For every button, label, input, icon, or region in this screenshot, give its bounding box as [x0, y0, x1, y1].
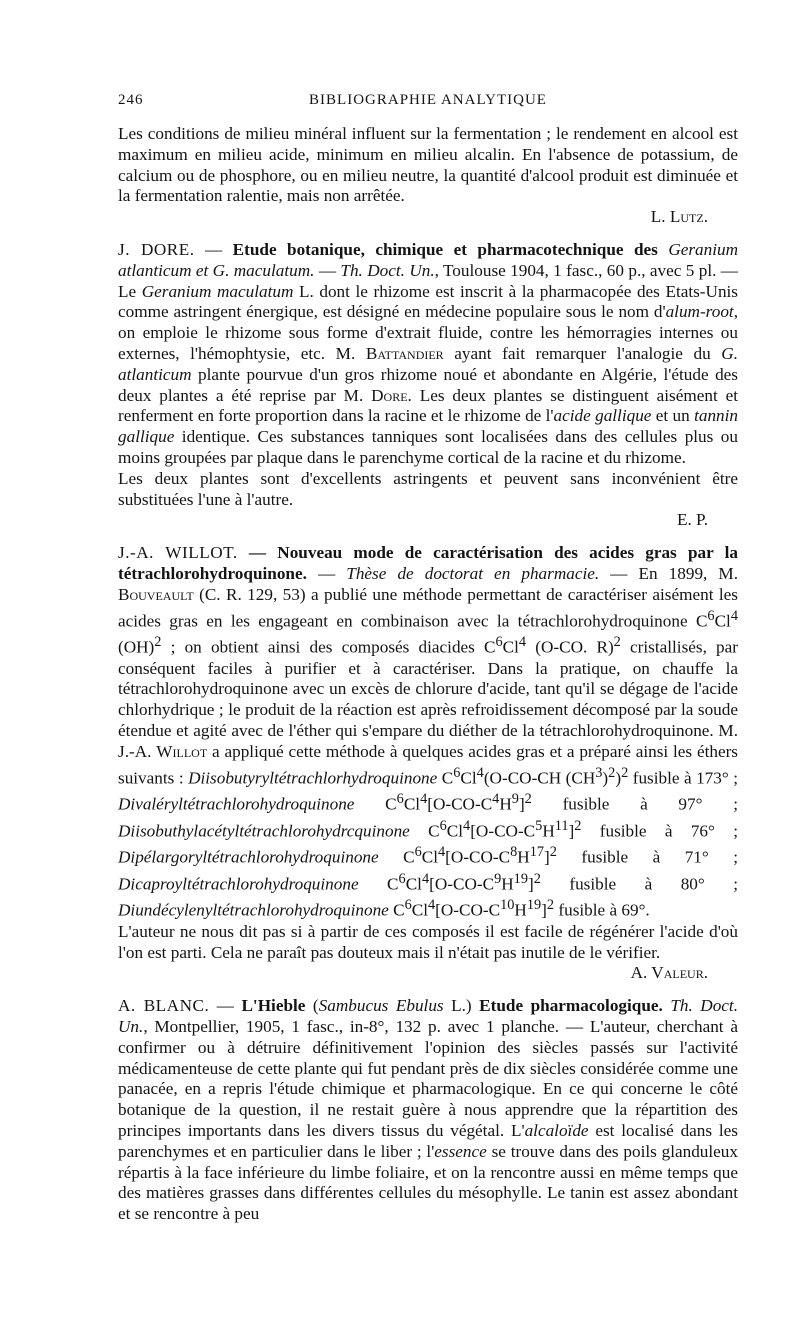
- formula-sup: 2: [546, 897, 555, 914]
- entry-blanc-title2: Etude pharmacologique.: [479, 996, 663, 1016]
- entry-willot-sup: 6: [707, 607, 715, 624]
- entry-willot-thesis: Thèse de doctorat en pharmacie.: [346, 563, 600, 583]
- formula-sup: 4: [421, 870, 430, 887]
- formula-sup: 6: [414, 844, 422, 861]
- running-title: BIBLIOGRAPHIE ANALYTIQUE: [309, 92, 547, 108]
- formula-part: [O-CO-C: [427, 794, 493, 814]
- page-body: [118, 124, 738, 1225]
- formula-part: ]: [518, 794, 525, 814]
- entry-dore-battandier: Battandier: [365, 343, 444, 363]
- entry-dore-author: J. DORE.: [118, 239, 195, 259]
- entry-dore-text4: plante pourvue d'un gros rhizome noué et abondante en Algérie, l'étude des deux plantes a été reprise par M.: [118, 364, 738, 405]
- formula-part: [O-CO-C: [445, 847, 511, 867]
- entry-blanc-t5: , Montpellier, 1905, 1 fasc., in-8°, 132 p. avec 1 planche. — L'auteur, cherchant à confirmer ou à détruire définitivement l'opinion des siècles passés sur l'activité médicamenteuse de cette plante qui fut pendant près de dix siècles considérée comme une panacée, en a repris l'étude chimique et pharmacologique. En ce qui concerne le côté botanique de la question, il ne restait guère à nous apprendre que la répartition des principes importants dans les divers tissus du végétal. L': [118, 1016, 738, 1140]
- formula-part: (O-CO-CH (CH: [483, 768, 596, 788]
- entry-willot-t2: (C. R. 129, 53) a publié une méthode permettant de caractériser aisément les acides gras en les engageant en combinaison avec la tétrachlorohydroquinone C: [118, 584, 738, 631]
- entry-blanc: [118, 996, 738, 1225]
- entry-blanc-species: Sambucus Ebulus: [318, 996, 444, 1016]
- formula-sup: 2: [533, 870, 541, 887]
- formula-sup: 4: [463, 817, 471, 834]
- formula-part: C: [358, 874, 399, 894]
- formula-sup: 4: [420, 791, 428, 808]
- entry-dore-alum-root: alum-root: [665, 302, 734, 322]
- formula-sup: 2: [608, 764, 616, 781]
- formula-part: C: [388, 900, 405, 920]
- entry-dore-thesis: Th. Doct. Un.: [340, 260, 435, 280]
- formula-sup: 2: [524, 791, 532, 808]
- formula-part: Cl: [405, 874, 422, 894]
- formula-part: H: [542, 821, 555, 841]
- formula-part: C: [409, 821, 440, 841]
- intro-signature-line: [118, 207, 738, 228]
- entry-willot-para2: [118, 922, 738, 964]
- formula-part: C: [354, 794, 397, 814]
- entry-dore-acide-gallique: acide gallique: [553, 406, 652, 426]
- formula-sup: 3: [595, 764, 603, 781]
- entry-dore-species: Geranium maculatum: [141, 281, 294, 301]
- formula-sup: 17: [529, 844, 545, 861]
- entry-dore-text7: identique. Ces substances tanniques sont localisées dans des cellules plus ou moins groupées par plaque dans le parenchyme cortical de la racine et du rhizome.: [118, 427, 738, 467]
- entry-willot-sup: 4: [518, 634, 527, 651]
- entry-willot-sup: 2: [613, 634, 621, 651]
- formula-part: fusible à 173° ;: [628, 768, 738, 788]
- compound-name: Diundécylenyltétrachlorohydroquinone: [118, 900, 389, 920]
- entry-willot-title: — Nouveau mode de caractérisation des acides gras par la tétrachlorohydroquinone.: [118, 543, 738, 583]
- entry-dore-text2: , on emploie le rhizome sous forme d'extrait fluide, contre les hémorragies internes ou externes, l'hémophtysie, etc. M.: [118, 302, 738, 363]
- entry-willot-sup: 2: [154, 634, 162, 651]
- entry-dore-signature: E. P.: [676, 510, 708, 530]
- formula-part: H: [514, 900, 527, 920]
- formula-sup: 8: [510, 844, 518, 861]
- entry-dore-dash: —: [194, 239, 233, 259]
- formula-part: fusible à 97° ;: [531, 794, 738, 814]
- entry-willot-t9: a appliqué cette méthode à quelques acides gras et a préparé ainsi les éthers suivants :: [118, 741, 738, 788]
- entry-willot-sup: 6: [495, 634, 503, 651]
- formula-part: Cl: [403, 794, 421, 814]
- entry-willot-t3: Cl: [714, 611, 731, 631]
- formula-sup: 5: [535, 817, 543, 834]
- formula-sup: 9: [494, 870, 502, 887]
- entry-dore-dash2: —: [314, 260, 341, 280]
- formula-sup: 6: [398, 870, 406, 887]
- formula-part: ): [615, 768, 622, 788]
- entry-dore-text6: et un: [651, 406, 695, 426]
- compound-name: Divaléryltétrachlorohydroquinone: [118, 794, 355, 814]
- entry-blanc-t1: —: [209, 996, 242, 1016]
- intro-signature: L. Lutz.: [650, 207, 708, 227]
- compound-name: Diisobuthylacétyltétrachlorohydrcquinone: [118, 821, 410, 841]
- entry-willot-t5: ; on obtient ainsi des composés diacides C: [161, 637, 496, 657]
- formula-sup: 19: [513, 870, 528, 887]
- entry-blanc-author: A. BLANC.: [118, 996, 210, 1016]
- formula-sup: 11: [554, 817, 569, 834]
- formula-part: [O-CO-C: [429, 874, 495, 894]
- formula-part: H: [499, 794, 512, 814]
- entry-willot-signature-line: [118, 963, 738, 984]
- formula-part: ): [602, 768, 609, 788]
- formula-part: fusible à 71° ;: [556, 847, 738, 867]
- entry-dore: [118, 240, 738, 469]
- entry-blanc-t7: se trouve dans des poils glanduleux répartis à la face inférieure du limbe foliaire, et on la rencontre aussi en même temps que des matières grasses dans différentes cellules du mésophylle. Le tanin est assez abondant et se rencontre à peu: [118, 1141, 738, 1224]
- entry-willot-t8: cristallisés, par conséquent faciles à purifier et à caractériser. Dans la pratique, on chauffe la tétrachlorohydroquinone avec un excès de chlorure d'acide, tant qu'il se dégage de l'acide chlorhydrique ; le produit de la réaction est après refroidissement décomposé par la soude étendue et agité avec de l'éther qui s'empare du diéther de la tétrachlorohydroquinone. M. J.-A.: [118, 637, 738, 761]
- formula-part: C: [437, 768, 454, 788]
- formula-part: fusible à 76° ;: [581, 821, 738, 841]
- entry-willot-para2-text: L'auteur ne nous dit pas si à partir de ces composés il est facile de régénérer l'acide d'où l'on est parti. Cela ne paraît pas douteux mais il n'était pas inutile de le vérifier.: [118, 921, 738, 962]
- entry-blanc-alcaloide: alcaloïde: [524, 1120, 589, 1140]
- intro-text: Les conditions de milieu minéral influent sur la fermentation ; le rendement en alcool est maximum en milieu acide, minimum en milieu alcalin. En l'absence de potassium, de calcium ou de phosphore, ou en milieu neutre, la quantité d'alcool produit est diminuée et la fermentation ralentie, mais non arrêtée.: [118, 124, 738, 206]
- formula-part: Cl: [421, 847, 438, 867]
- entry-dore-signature-line: [118, 510, 738, 531]
- formula-part: ]: [527, 874, 534, 894]
- formula-sup: 4: [427, 897, 436, 914]
- entry-blanc-essence: essence: [434, 1141, 487, 1161]
- entry-dore-g-atlanticum: G. atlanticum: [118, 343, 738, 384]
- entry-dore-dore: Dore: [371, 385, 408, 405]
- formula-part: ]: [568, 821, 575, 841]
- formula-sup: 6: [453, 764, 461, 781]
- formula-sup: 6: [439, 817, 447, 834]
- compound-name: Dipélargoryltétrachlorohydroquinone: [118, 847, 379, 867]
- formula-part: Cl: [446, 821, 464, 841]
- formula-part: H: [501, 874, 514, 894]
- formula-sup: 6: [396, 791, 404, 808]
- formula-sup: 2: [549, 844, 557, 861]
- entry-blanc-title1: L'Hieble: [241, 996, 306, 1016]
- entry-willot-signature: A. Valeur.: [630, 963, 708, 983]
- formula-sup: 2: [574, 817, 582, 834]
- formula-sup: 4: [437, 844, 446, 861]
- formula-sup: 19: [526, 897, 542, 914]
- entry-dore-title-italic: Geranium atlanticum et G. maculatum.: [118, 239, 739, 280]
- page-number: 246: [118, 92, 144, 108]
- formula-part: H: [517, 847, 530, 867]
- formula-sup: 2: [621, 764, 629, 781]
- formula-part: ]: [541, 900, 547, 920]
- formula-part: C: [378, 847, 415, 867]
- entry-willot-author: J.-A. WILLOT.: [118, 543, 238, 563]
- entry-dore-text3: ayant fait remarquer l'analogie du: [443, 343, 722, 363]
- entry-willot-t4: (OH): [118, 637, 155, 657]
- formula-part: [O-CO-C: [435, 900, 501, 920]
- formula-part: Cl: [460, 768, 477, 788]
- intro-paragraph: [118, 124, 738, 207]
- formula-sup: 6: [404, 897, 412, 914]
- formula-sup: 10: [500, 897, 515, 914]
- entry-blanc-t6: est localisé dans les parenchymes et en particulier dans le liber ; l': [118, 1120, 738, 1161]
- compound-name: Diisobutyryltétrachlorhydroquinone: [188, 768, 438, 788]
- entry-willot: [118, 543, 738, 922]
- entry-dore-text1: L. dont le rhizome est inscrit à la pharmacopée des Etats-Unis comme astringent énergique, est désigné en médecine populaire sous le nom d': [118, 281, 738, 322]
- formula-part: ]: [544, 847, 550, 867]
- entry-willot-dash: —: [306, 563, 347, 583]
- formula-sup: 4: [476, 764, 484, 781]
- entry-willot-sup: 4: [730, 607, 738, 624]
- entry-willot-t7: (O-CO. R): [526, 637, 614, 657]
- entry-dore-title: Etude botanique, chimique et pharmacotechnique des: [232, 239, 658, 259]
- entry-dore-text5: . Les deux plantes se distinguent aisément et renferment en forte proportion dans la racine et le rhizome de l': [118, 385, 738, 426]
- entry-dore-tannin-gallique: tannin gallique: [118, 406, 739, 447]
- formula-part: fusible à 80° ;: [540, 874, 738, 894]
- formula-part: fusible à 69°.: [554, 900, 650, 920]
- entry-blanc-t3: L.): [443, 996, 480, 1016]
- entry-blanc-t2: (: [305, 996, 319, 1016]
- formula-part: Cl: [411, 900, 428, 920]
- formula-sup: 4: [492, 791, 500, 808]
- entry-dore-citation: , Toulouse 1904, 1 fasc., 60 p., avec 5 pl. — Le: [118, 260, 738, 301]
- formula-sup: 9: [511, 791, 519, 808]
- formula-part: [O-CO-C: [470, 821, 536, 841]
- compound-name: Dicaproyltétrachlorohydroquinone: [118, 874, 359, 894]
- entry-dore-para2: [118, 469, 738, 511]
- entry-willot-t1: — En 1899, M.: [599, 563, 739, 583]
- entry-willot-bouveault: Bouveault: [118, 584, 194, 604]
- entry-dore-para2-text: Les deux plantes sont d'excellents astringents et peuvent sans inconvénient être substituées l'une à l'autre.: [118, 468, 738, 509]
- entry-blanc-thesis: Th. Doct. Un.: [118, 996, 738, 1036]
- entry-willot-willot: Willot: [156, 741, 208, 761]
- entry-willot-t6: Cl: [502, 637, 519, 657]
